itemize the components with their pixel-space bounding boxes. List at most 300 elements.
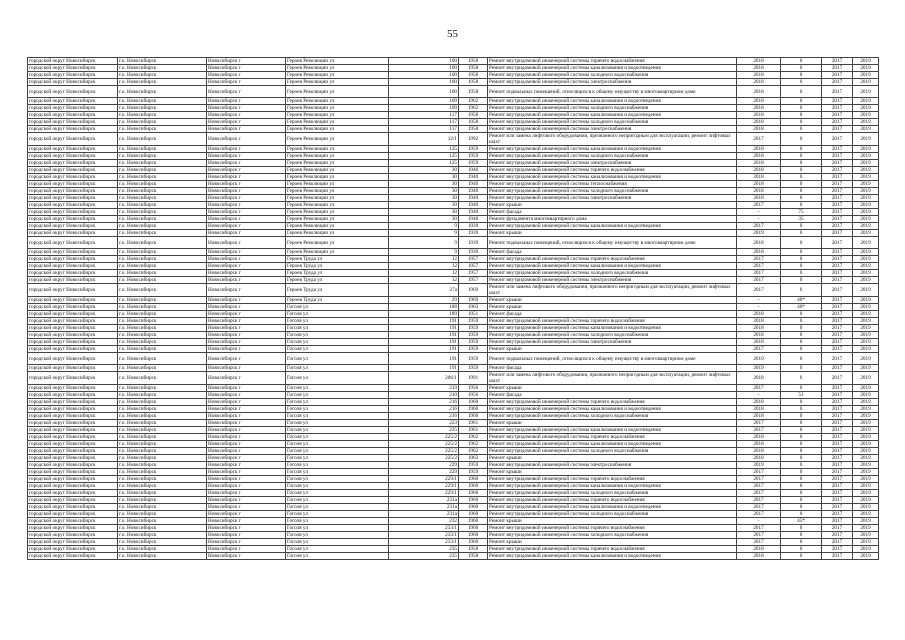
cell-locality: Новосибирск г: [207, 79, 286, 86]
cell-value: 0: [781, 365, 822, 372]
cell-repair-type: Ремонт внутридомовой инженерной системы канализования и водоотведения: [488, 441, 737, 448]
cell-repair-type: Ремонт внутридомовой инженерной системы холодного водоснабжения: [488, 490, 737, 497]
cell-street: Гоголя ул: [286, 372, 389, 385]
cell-period-start: 2017: [822, 277, 853, 284]
cell-municipality: городской округ Новосибирск: [28, 339, 118, 346]
cell-period-start: 2017: [822, 202, 853, 209]
table-row: [28, 195, 879, 202]
cell-repair-type: Ремонт внутридомовой инженерной системы канализования и водоотведения: [488, 504, 737, 511]
cell-municipality: городской округ Новосибирск: [28, 79, 118, 86]
cell-district: г.о. Новосибирск: [118, 195, 207, 202]
cell-house-number: 223: [389, 420, 459, 427]
cell-plan-year: 2018: [737, 311, 781, 318]
cell-repair-type: Ремонт крыши: [488, 420, 737, 427]
cell-build-year: 1957: [459, 256, 488, 263]
cell-street: Героев Революции ул: [286, 86, 389, 98]
cell-locality: Новосибирск г: [207, 511, 286, 518]
cell-municipality: городской округ Новосибирск: [28, 511, 118, 518]
cell-district: г.о. Новосибирск: [118, 133, 207, 146]
cell-street: Гоголя ул: [286, 399, 389, 406]
cell-plan-year: 2017: [737, 427, 781, 434]
cell-period-start: 2017: [822, 476, 853, 483]
cell-value: 75: [781, 209, 822, 216]
cell-period-end: 2019: [853, 476, 879, 483]
table-row: [28, 270, 879, 277]
table-row: [28, 277, 879, 284]
cell-locality: Новосибирск г: [207, 160, 286, 167]
cell-period-start: 2017: [822, 420, 853, 427]
cell-municipality: городской округ Новосибирск: [28, 160, 118, 167]
cell-period-end: 2019: [853, 98, 879, 105]
cell-locality: Новосибирск г: [207, 448, 286, 455]
cell-house-number: 233/1: [389, 525, 459, 532]
table-row: [28, 539, 879, 546]
cell-value: 0: [781, 249, 822, 256]
cell-street: Гоголя ул: [286, 441, 389, 448]
cell-street: Гоголя ул: [286, 413, 389, 420]
cell-district: г.о. Новосибирск: [118, 174, 207, 181]
cell-plan-year: 2018: [737, 119, 781, 126]
cell-period-end: 2019: [853, 318, 879, 325]
cell-municipality: городской округ Новосибирск: [28, 532, 118, 539]
cell-street: Гоголя ул: [286, 427, 389, 434]
cell-build-year: 1960: [459, 399, 488, 406]
cell-street: Героев Труда ул: [286, 284, 389, 297]
cell-period-start: 2017: [822, 72, 853, 79]
table-row: [28, 160, 879, 167]
cell-period-end: 2019: [853, 223, 879, 230]
cell-plan-year: -: [737, 216, 781, 223]
capital-repair-table: [27, 57, 879, 560]
cell-build-year: 1963: [459, 304, 488, 311]
cell-period-end: 2019: [853, 399, 879, 406]
cell-locality: Новосибирск г: [207, 263, 286, 270]
cell-house-number: 231а: [389, 497, 459, 504]
table-row: [28, 399, 879, 406]
cell-value: 0: [781, 325, 822, 332]
cell-district: г.о. Новосибирск: [118, 497, 207, 504]
cell-repair-type: Ремонт крыши: [488, 230, 737, 237]
cell-district: г.о. Новосибирск: [118, 332, 207, 339]
cell-house-number: 9: [389, 223, 459, 230]
cell-period-end: 2019: [853, 216, 879, 223]
cell-locality: Новосибирск г: [207, 553, 286, 560]
cell-repair-type: Ремонт внутридомовой инженерной системы канализования и водоотведения: [488, 483, 737, 490]
cell-build-year: 1939: [459, 237, 488, 249]
cell-street: Героев Революции ул: [286, 202, 389, 209]
cell-build-year: 1960: [459, 413, 488, 420]
cell-locality: Новосибирск г: [207, 133, 286, 146]
cell-build-year: 1958: [459, 86, 488, 98]
cell-street: Гоголя ул: [286, 483, 389, 490]
cell-municipality: городской округ Новосибирск: [28, 462, 118, 469]
cell-period-end: 2019: [853, 455, 879, 462]
cell-period-end: 2019: [853, 174, 879, 181]
cell-locality: Новосибирск г: [207, 202, 286, 209]
cell-repair-type: Ремонт крыши: [488, 297, 737, 304]
cell-house-number: 117: [389, 126, 459, 133]
cell-value: 0: [781, 441, 822, 448]
cell-municipality: городской округ Новосибирск: [28, 346, 118, 353]
cell-street: Героев Революции ул: [286, 230, 389, 237]
cell-plan-year: 2018: [737, 448, 781, 455]
cell-build-year: 1969: [459, 297, 488, 304]
cell-period-end: 2019: [853, 112, 879, 119]
cell-build-year: 1940: [459, 195, 488, 202]
cell-district: г.о. Новосибирск: [118, 325, 207, 332]
table-row: [28, 223, 879, 230]
cell-locality: Новосибирск г: [207, 365, 286, 372]
cell-street: Героев Революции ул: [286, 146, 389, 153]
cell-build-year: 1940: [459, 188, 488, 195]
cell-value: 0: [781, 270, 822, 277]
cell-locality: Новосибирск г: [207, 525, 286, 532]
cell-street: Героев Труда ул: [286, 256, 389, 263]
cell-locality: Новосибирск г: [207, 126, 286, 133]
cell-house-number: 100: [389, 58, 459, 65]
cell-build-year: 1939: [459, 249, 488, 256]
cell-house-number: 30: [389, 181, 459, 188]
cell-repair-type: Ремонт внутридомовой инженерной системы холодного водоснабжения: [488, 511, 737, 518]
cell-district: г.о. Новосибирск: [118, 553, 207, 560]
cell-municipality: городской округ Новосибирск: [28, 490, 118, 497]
cell-street: Гоголя ул: [286, 434, 389, 441]
cell-house-number: 232: [389, 518, 459, 525]
cell-value: 0: [781, 126, 822, 133]
cell-period-start: 2017: [822, 518, 853, 525]
table-row: [28, 372, 879, 385]
cell-street: Гоголя ул: [286, 318, 389, 325]
cell-plan-year: 2017: [737, 490, 781, 497]
cell-repair-type: Ремонт внутридомовой инженерной системы теплоснабжения: [488, 181, 737, 188]
cell-period-end: 2019: [853, 469, 879, 476]
cell-value: 0: [781, 483, 822, 490]
cell-street: Гоголя ул: [286, 325, 389, 332]
cell-repair-type: Ремонт внутридомовой инженерной системы горячего водоснабжения: [488, 497, 737, 504]
cell-locality: Новосибирск г: [207, 497, 286, 504]
cell-street: Героев Революции ул: [286, 195, 389, 202]
cell-period-start: 2017: [822, 353, 853, 365]
cell-period-start: 2017: [822, 153, 853, 160]
cell-repair-type: Ремонт подвальных помещений, относящихся к общему имуществу в многоквартирном доме: [488, 237, 737, 249]
cell-plan-year: 2018: [737, 105, 781, 112]
cell-street: Героев Революции ул: [286, 174, 389, 181]
cell-locality: Новосибирск г: [207, 297, 286, 304]
cell-plan-year: 2017: [737, 539, 781, 546]
cell-locality: Новосибирск г: [207, 346, 286, 353]
cell-period-end: 2019: [853, 160, 879, 167]
cell-repair-type: Ремонт внутридомовой инженерной системы канализования и водоотведения: [488, 553, 737, 560]
cell-district: г.о. Новосибирск: [118, 346, 207, 353]
cell-house-number: 191: [389, 339, 459, 346]
cell-repair-type: Ремонт внутридомовой инженерной системы горячего водоснабжения: [488, 167, 737, 174]
cell-repair-type: Ремонт фасада: [488, 392, 737, 399]
cell-house-number: 191: [389, 332, 459, 339]
cell-house-number: 206/1: [389, 372, 459, 385]
cell-municipality: городской округ Новосибирск: [28, 399, 118, 406]
table-row: [28, 133, 879, 146]
cell-locality: Новосибирск г: [207, 105, 286, 112]
table-row: [28, 532, 879, 539]
cell-plan-year: 2017: [737, 511, 781, 518]
cell-locality: Новосибирск г: [207, 58, 286, 65]
cell-district: г.о. Новосибирск: [118, 119, 207, 126]
cell-plan-year: 2017: [737, 202, 781, 209]
cell-street: Гоголя ул: [286, 385, 389, 392]
cell-house-number: 9: [389, 230, 459, 237]
cell-house-number: 29: [389, 297, 459, 304]
cell-locality: Новосибирск г: [207, 399, 286, 406]
cell-repair-type: Ремонт внутридомовой инженерной системы канализования и водоотведения: [488, 427, 737, 434]
cell-locality: Новосибирск г: [207, 420, 286, 427]
cell-plan-year: 2018: [737, 249, 781, 256]
cell-period-end: 2019: [853, 339, 879, 346]
cell-period-end: 2019: [853, 79, 879, 86]
cell-period-end: 2019: [853, 277, 879, 284]
cell-period-end: 2019: [853, 153, 879, 160]
cell-district: г.о. Новосибирск: [118, 223, 207, 230]
cell-house-number: 191: [389, 318, 459, 325]
cell-municipality: городской округ Новосибирск: [28, 167, 118, 174]
table-row: [28, 413, 879, 420]
cell-municipality: городской округ Новосибирск: [28, 448, 118, 455]
cell-plan-year: -: [737, 209, 781, 216]
cell-repair-type: Ремонт внутридомовой инженерной системы холодного водоснабжения: [488, 413, 737, 420]
cell-locality: Новосибирск г: [207, 504, 286, 511]
cell-build-year: 1960: [459, 504, 488, 511]
cell-value: 0: [781, 58, 822, 65]
cell-plan-year: 2019: [737, 365, 781, 372]
cell-municipality: городской округ Новосибирск: [28, 413, 118, 420]
cell-house-number: 9: [389, 249, 459, 256]
cell-period-start: 2017: [822, 79, 853, 86]
cell-district: г.о. Новосибирск: [118, 126, 207, 133]
cell-plan-year: 2017: [737, 284, 781, 297]
cell-municipality: городской округ Новосибирск: [28, 174, 118, 181]
cell-plan-year: 2018: [737, 546, 781, 553]
cell-period-start: 2017: [822, 553, 853, 560]
cell-period-start: 2017: [822, 365, 853, 372]
cell-street: Героев Труда ул: [286, 263, 389, 270]
cell-locality: Новосибирск г: [207, 112, 286, 119]
cell-value: 0: [781, 546, 822, 553]
cell-plan-year: 2017: [737, 385, 781, 392]
cell-locality: Новосибирск г: [207, 462, 286, 469]
cell-district: г.о. Новосибирск: [118, 353, 207, 365]
cell-house-number: 125: [389, 153, 459, 160]
cell-house-number: 30: [389, 195, 459, 202]
cell-value: 0: [781, 462, 822, 469]
cell-period-start: 2017: [822, 325, 853, 332]
table-row: [28, 256, 879, 263]
cell-period-start: 2017: [822, 511, 853, 518]
cell-district: г.о. Новосибирск: [118, 105, 207, 112]
cell-municipality: городской округ Новосибирск: [28, 58, 118, 65]
cell-district: г.о. Новосибирск: [118, 441, 207, 448]
cell-period-start: 2017: [822, 270, 853, 277]
cell-house-number: 30: [389, 174, 459, 181]
cell-period-end: 2019: [853, 188, 879, 195]
cell-build-year: 1992: [459, 133, 488, 146]
cell-build-year: 1958: [459, 72, 488, 79]
cell-municipality: городской округ Новосибирск: [28, 365, 118, 372]
cell-district: г.о. Новосибирск: [118, 318, 207, 325]
cell-repair-type: Ремонт крыши: [488, 518, 737, 525]
cell-period-start: 2017: [822, 448, 853, 455]
cell-repair-type: Ремонт внутридомовой инженерной системы электроснабжения: [488, 339, 737, 346]
cell-district: г.о. Новосибирск: [118, 297, 207, 304]
cell-period-end: 2019: [853, 65, 879, 72]
cell-house-number: 100: [389, 86, 459, 98]
cell-period-start: 2017: [822, 532, 853, 539]
cell-plan-year: 2018: [737, 195, 781, 202]
cell-street: Гоголя ул: [286, 353, 389, 365]
table-row: [28, 483, 879, 490]
cell-build-year: 1957: [459, 277, 488, 284]
cell-street: Героев Революции ул: [286, 126, 389, 133]
cell-plan-year: 2017: [737, 270, 781, 277]
cell-repair-type: Ремонт внутридомовой инженерной системы холодного водоснабжения: [488, 188, 737, 195]
cell-locality: Новосибирск г: [207, 256, 286, 263]
cell-value: 0: [781, 532, 822, 539]
cell-period-start: 2017: [822, 237, 853, 249]
cell-municipality: городской округ Новосибирск: [28, 353, 118, 365]
cell-period-start: 2017: [822, 546, 853, 553]
table-body: [28, 58, 879, 560]
table-row: [28, 297, 879, 304]
cell-district: г.о. Новосибирск: [118, 249, 207, 256]
cell-plan-year: 2018: [737, 160, 781, 167]
cell-build-year: 1959: [459, 160, 488, 167]
cell-period-end: 2019: [853, 462, 879, 469]
cell-value: 0: [781, 146, 822, 153]
cell-house-number: 12: [389, 270, 459, 277]
cell-period-start: 2017: [822, 318, 853, 325]
cell-municipality: городской округ Новосибирск: [28, 86, 118, 98]
table-row: [28, 325, 879, 332]
cell-district: г.о. Новосибирск: [118, 392, 207, 399]
cell-period-end: 2019: [853, 256, 879, 263]
cell-municipality: городской округ Новосибирск: [28, 325, 118, 332]
cell-district: г.о. Новосибирск: [118, 72, 207, 79]
cell-period-start: 2017: [822, 441, 853, 448]
cell-period-end: 2019: [853, 385, 879, 392]
cell-house-number: 30: [389, 188, 459, 195]
cell-district: г.о. Новосибирск: [118, 58, 207, 65]
cell-period-start: 2017: [822, 385, 853, 392]
cell-period-start: 2017: [822, 256, 853, 263]
cell-district: г.о. Новосибирск: [118, 270, 207, 277]
table-row: [28, 434, 879, 441]
cell-build-year: 1961: [459, 427, 488, 434]
cell-repair-type: Ремонт внутридомовой инженерной системы холодного водоснабжения: [488, 105, 737, 112]
cell-street: Гоголя ул: [286, 518, 389, 525]
table-row: [28, 119, 879, 126]
table-row: [28, 263, 879, 270]
cell-street: Гоголя ул: [286, 462, 389, 469]
cell-period-end: 2019: [853, 553, 879, 560]
cell-period-start: 2017: [822, 195, 853, 202]
table-row: [28, 181, 879, 188]
cell-district: г.о. Новосибирск: [118, 483, 207, 490]
cell-period-start: 2017: [822, 98, 853, 105]
cell-period-end: 2019: [853, 392, 879, 399]
cell-repair-type: Ремонт внутридомовой инженерной системы горячего водоснабжения: [488, 399, 737, 406]
cell-period-end: 2019: [853, 539, 879, 546]
cell-period-end: 2019: [853, 126, 879, 133]
cell-build-year: 1960: [459, 406, 488, 413]
cell-period-end: 2019: [853, 249, 879, 256]
cell-locality: Новосибирск г: [207, 249, 286, 256]
cell-build-year: 1959: [459, 462, 488, 469]
cell-street: Героев Революции ул: [286, 79, 389, 86]
cell-street: Героев Революции ул: [286, 181, 389, 188]
cell-locality: Новосибирск г: [207, 174, 286, 181]
cell-locality: Новосибирск г: [207, 230, 286, 237]
cell-build-year: 1959: [459, 146, 488, 153]
cell-locality: Новосибирск г: [207, 86, 286, 98]
cell-district: г.о. Новосибирск: [118, 160, 207, 167]
table-row: [28, 318, 879, 325]
cell-plan-year: 2018: [737, 332, 781, 339]
table-row: [28, 448, 879, 455]
cell-value: 0: [781, 353, 822, 365]
cell-street: Героев Революции ул: [286, 72, 389, 79]
cell-repair-type: Ремонт внутридомовой инженерной системы горячего водоснабжения: [488, 476, 737, 483]
cell-period-start: 2017: [822, 297, 853, 304]
cell-district: г.о. Новосибирск: [118, 181, 207, 188]
cell-period-start: 2017: [822, 65, 853, 72]
cell-build-year: 1962: [459, 441, 488, 448]
cell-municipality: городской округ Новосибирск: [28, 105, 118, 112]
cell-plan-year: 2018: [737, 399, 781, 406]
cell-value: 0: [781, 256, 822, 263]
cell-value: 0: [781, 339, 822, 346]
cell-repair-type: Ремонт крыши: [488, 202, 737, 209]
cell-street: Героев Революции ул: [286, 167, 389, 174]
cell-street: Героев Революции ул: [286, 98, 389, 105]
cell-period-start: 2017: [822, 483, 853, 490]
cell-value: 0: [781, 476, 822, 483]
cell-period-end: 2019: [853, 413, 879, 420]
cell-plan-year: 2017: [737, 256, 781, 263]
cell-house-number: 225: [389, 427, 459, 434]
cell-plan-year: 2018: [737, 406, 781, 413]
cell-plan-year: 2018: [737, 318, 781, 325]
cell-value: 0: [781, 504, 822, 511]
cell-repair-type: Ремонт внутридомовой инженерной системы холодного водоснабжения: [488, 119, 737, 126]
cell-municipality: городской округ Новосибирск: [28, 65, 118, 72]
cell-repair-type: Ремонт внутридомовой инженерной системы горячего водоснабжения: [488, 525, 737, 532]
cell-value: 0: [781, 174, 822, 181]
cell-district: г.о. Новосибирск: [118, 256, 207, 263]
cell-house-number: 229/1: [389, 490, 459, 497]
cell-period-end: 2019: [853, 406, 879, 413]
cell-house-number: 30: [389, 167, 459, 174]
cell-district: г.о. Новосибирск: [118, 304, 207, 311]
cell-house-number: 233/1: [389, 532, 459, 539]
cell-repair-type: Ремонт или замена лифтового оборудования, признанного непригодным для эксплуатации, ремонт лифтовых шахт: [488, 284, 737, 297]
cell-value: 51: [781, 392, 822, 399]
cell-value: 45*: [781, 518, 822, 525]
cell-locality: Новосибирск г: [207, 385, 286, 392]
cell-street: Гоголя ул: [286, 448, 389, 455]
cell-period-end: 2019: [853, 195, 879, 202]
cell-house-number: 12: [389, 263, 459, 270]
table-row: [28, 126, 879, 133]
cell-plan-year: 2018: [737, 553, 781, 560]
cell-build-year: 1958: [459, 112, 488, 119]
